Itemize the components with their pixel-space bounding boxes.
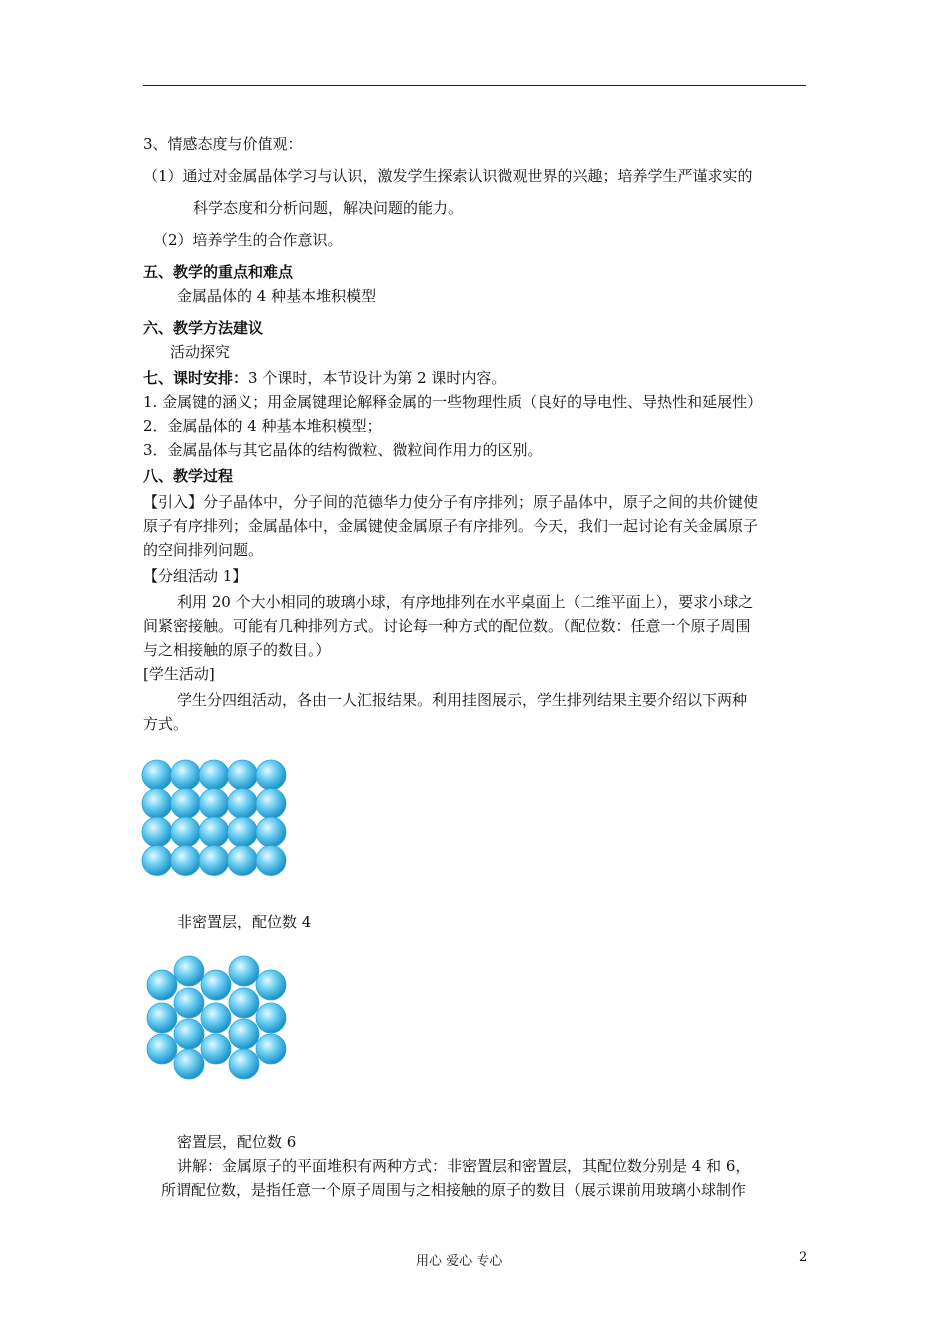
heading-8: 八、教学过程 [143,467,234,485]
sphere [229,1019,259,1049]
student-title: [学生活动] [143,665,215,683]
paragraph: 利用 20 个大小相同的玻璃小球，有序地排列在水平桌面上（二维平面上），要求小球之 [177,593,754,611]
sphere [174,1019,204,1049]
hexagonal-packing-figure [140,952,292,1082]
paragraph: 学生分四组活动，各由一人汇报结果。利用挂图展示，学生排列结果主要介绍以下两种 [177,691,748,709]
paragraph: 金属晶体的 4 种基本堆积模型 [177,287,377,305]
sphere [142,760,172,790]
header-rule [143,85,806,86]
sphere [256,970,286,1000]
sphere [199,760,229,790]
sphere [229,1049,259,1079]
sphere [147,970,177,1000]
sphere [228,789,258,819]
sphere [171,846,201,876]
sphere [228,846,258,876]
figure-caption: 非密置层，配位数 4 [177,913,312,931]
list-item: 2．金属晶体的 4 种基本堆积模型； [143,417,382,435]
sphere [174,988,204,1018]
paragraph: 所谓配位数，是指任意一个原子周围与之相接触的原子的数目（展示课前用玻璃小球制作 [161,1181,747,1199]
square-packing-figure [140,758,292,878]
sphere [171,760,201,790]
figure-caption: 密置层，配位数 6 [177,1133,297,1151]
list-item: 1. 金属键的涵义；用金属键理论解释金属的一些物理性质（良好的导电性、导热性和延展性） [143,393,763,411]
heading-7-line [143,367,506,389]
sphere [147,1003,177,1033]
paragraph: 方式。 [143,715,189,733]
sphere [142,846,172,876]
sphere [174,956,204,986]
paragraph: （2）培养学生的合作意识。 [153,231,343,249]
paragraph: 讲解：金属原子的平面堆积有两种方式：非密置层和密置层，其配位数分别是 4 和 6， [177,1157,751,1175]
paragraph: 【引入】分子晶体中，分子间的范德华力使分子有序排列；原子晶体中，原子之间的共价键使 [143,493,759,511]
footer-text: 用心 爱心 专心 [416,1254,503,1269]
page-number: 2 [799,1250,808,1265]
sphere [171,789,201,819]
sphere [229,956,259,986]
paragraph: 原子有序排列；金属晶体中，金属键使金属原子有序排列。今天，我们一起讨论有关金属原子 [143,517,759,535]
heading-7: 七、课时安排： [143,369,249,387]
sphere [199,817,229,847]
sphere [228,817,258,847]
paragraph: 活动探究 [170,343,231,361]
heading-6: 六、教学方法建议 [143,319,264,337]
sphere [201,1034,231,1064]
sphere [256,760,286,790]
sphere [142,789,172,819]
sphere [256,789,286,819]
list-item: 3．金属晶体与其它晶体的结构微粒、微粒间作用力的区别。 [143,441,543,459]
sphere [147,1034,177,1064]
sphere [171,817,201,847]
sphere [256,1003,286,1033]
sphere [228,760,258,790]
paragraph: 的空间排列问题。 [143,541,264,559]
paragraph: 间紧密接触。可能有几种排列方式。讨论每一种方式的配位数。（配位数：任意一个原子周围 [143,617,751,635]
sphere [256,846,286,876]
section-title: 3、情感态度与价值观： [143,135,303,153]
sphere [174,1049,204,1079]
sphere [142,817,172,847]
paragraph: 科学态度和分析问题，解决问题的能力。 [193,199,464,217]
heading-7-body: 3 个课时，本节设计为第 2 课时内容。 [248,369,507,387]
paragraph: 与之相接触的原子的数目。） [143,641,331,659]
sphere [201,1003,231,1033]
heading-5: 五、教学的重点和难点 [143,263,294,281]
sphere [229,988,259,1018]
paragraph: （1）通过对金属晶体学习与认识，激发学生探索认识微观世界的兴趣；培养学生严谨求实的 [143,167,753,185]
sphere [199,789,229,819]
sphere [256,817,286,847]
activity-title: 【分组活动 1】 [143,567,248,585]
sphere [201,970,231,1000]
sphere [199,846,229,876]
sphere [256,1034,286,1064]
